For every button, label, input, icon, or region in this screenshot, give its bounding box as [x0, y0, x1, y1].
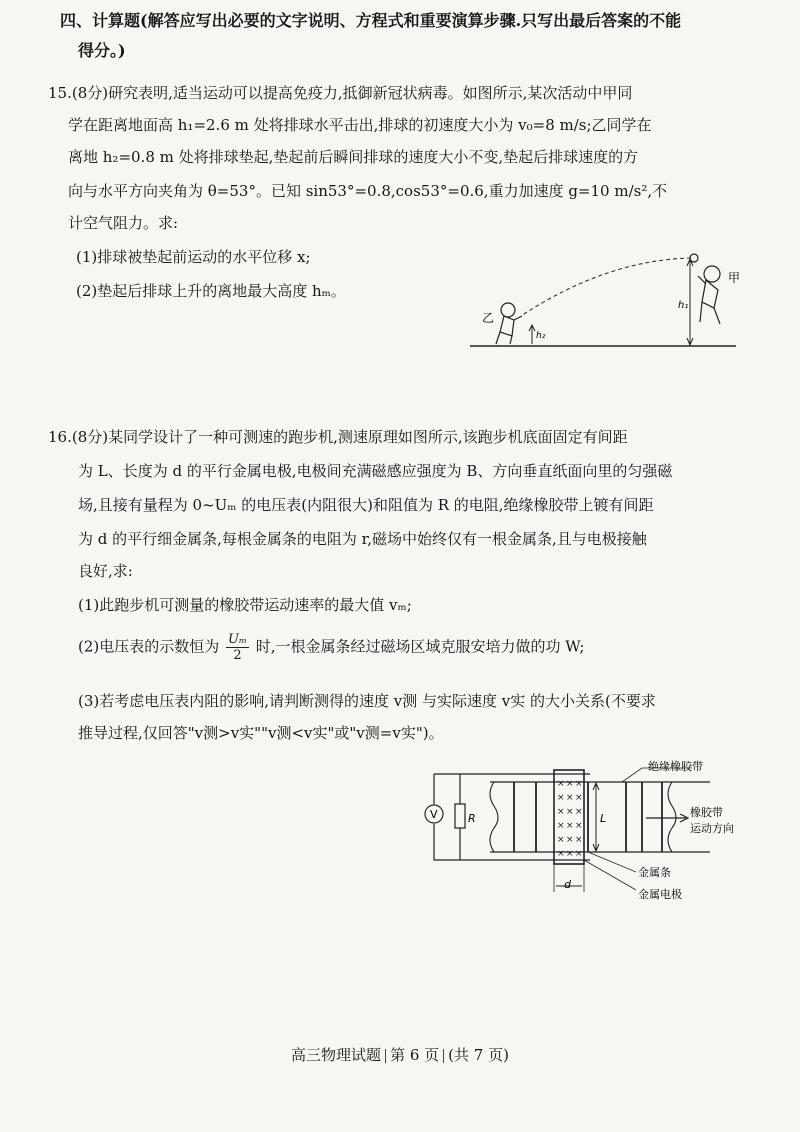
yi-label: 乙: [482, 311, 495, 325]
q16-figure: [410, 760, 770, 910]
footer-page: 第 6 页: [390, 1046, 440, 1064]
fraction-um-over-2: [226, 632, 249, 663]
insulating-belt-label: 绝缘橡胶带: [648, 760, 703, 773]
q16-sub1: (1)此跑步机可测量的橡胶带运动速率的最大值 vₘ;: [78, 596, 412, 614]
q16-sub3-a: (3)若考虑电压表内阻的影响,请判断测得的速度 v测 与实际速度 v实 的大小关系(不要求: [78, 692, 656, 710]
L-label: L: [600, 812, 607, 825]
section-title: 四、计算题(解答应写出必要的文字说明、方程式和重要演算步骤.只写出最后答案的不能: [60, 11, 682, 30]
svg-text:×: ×: [566, 849, 574, 859]
person-yi: [496, 303, 522, 344]
belt-direction-label-2: 运动方向: [690, 822, 734, 835]
svg-text:×: ×: [575, 849, 583, 859]
q16-line-1: 16.(8分)某同学设计了一种可测速的跑步机,测速原理如图所示,该跑步机底面固定有间距: [48, 428, 628, 446]
svg-text:×: ×: [557, 821, 565, 831]
belt-direction-label-1: 橡胶带: [690, 806, 723, 819]
svg-text:×: ×: [557, 793, 565, 803]
svg-text:×: ×: [566, 779, 574, 789]
q15-line-1: 15.(8分)研究表明,适当运动可以提高免疫力,抵御新冠状病毒。如图所示,某次活动中甲同: [48, 84, 633, 102]
svg-text:×: ×: [575, 779, 583, 789]
h1-label: h₁: [678, 300, 689, 311]
q15-sub2: (2)垫起后排球上升的离地最大高度 hₘ。: [76, 282, 346, 300]
q15-figure: [466, 246, 746, 358]
d-label: d: [564, 878, 571, 891]
svg-text:×: ×: [557, 807, 565, 817]
resistor-label: R: [468, 812, 476, 825]
metal-strips: [514, 782, 662, 852]
footer-title: 高三物理试题: [291, 1046, 382, 1064]
fraction-denominator: 2: [233, 648, 242, 663]
svg-text:×: ×: [575, 807, 583, 817]
q15-line-3: 离地 h₂=0.8 m 处将排球垫起,垫起前后瞬间排球的速度大小不变,垫起后排球速度的方: [68, 148, 639, 166]
q16-sub3-b: 推导过程,仅回答"v测>v实""v测<v实"或"v测=v实")。: [78, 724, 444, 742]
q16-sub2: [78, 632, 584, 663]
metal-strip-label: 金属条: [638, 866, 671, 879]
q15-sub1: (1)排球被垫起前运动的水平位移 x;: [76, 248, 311, 266]
page-footer: [0, 1044, 800, 1065]
fraction-numerator: Uₘ: [228, 632, 247, 647]
svg-text:×: ×: [557, 849, 565, 859]
svg-text:×: ×: [566, 835, 574, 845]
q16-line-3: 场,且接有量程为 0~Uₘ 的电压表(内阻很大)和阻值为 R 的电阻,绝缘橡胶带上镀有间距: [78, 496, 654, 514]
q15-line-4: 向与水平方向夹角为 θ=53°。已知 sin53°=0.8,cos53°=0.6,重力加速度 g=10 m/s²,不: [68, 182, 668, 200]
svg-text:×: ×: [575, 835, 583, 845]
magnetic-field-crosses: [557, 779, 583, 859]
svg-text:×: ×: [566, 793, 574, 803]
svg-text:×: ×: [557, 835, 565, 845]
q16-line-5: 良好,求:: [78, 562, 133, 580]
belt-break-right: [668, 782, 676, 852]
ball-trajectory: [521, 258, 691, 316]
q15-line-2: 学在距离地面高 h₁=2.6 m 处将排球水平击出,排球的初速度大小为 v₀=8 m/s;乙同学在: [68, 116, 652, 134]
svg-text:×: ×: [575, 821, 583, 831]
footer-total: (共 7 页): [448, 1046, 509, 1064]
svg-text:×: ×: [566, 807, 574, 817]
q16-line-4: 为 d 的平行细金属条,每根金属条的电阻为 r,磁场中始终仅有一根金属条,且与电极接触: [78, 530, 647, 548]
q15-line-5: 计空气阻力。求:: [68, 214, 179, 232]
q16-line-2: 为 L、长度为 d 的平行金属电极,电极间充满磁感应强度为 B、方向垂直纸面向里的匀强磁: [78, 462, 673, 480]
svg-text:×: ×: [557, 779, 565, 789]
person-jia: [698, 266, 720, 324]
svg-text:×: ×: [575, 793, 583, 803]
metal-electrode-label: 金属电极: [638, 888, 682, 901]
voltmeter-label: V: [430, 808, 438, 821]
q16-sub2-post: 时,一根金属条经过磁场区域克服安培力做的功 W;: [255, 637, 585, 656]
jia-label: 甲: [728, 271, 741, 285]
belt-break-left: [490, 782, 498, 852]
q16-sub2-pre: (2)电压表的示数恒为: [78, 637, 220, 656]
resistor-icon: [455, 804, 465, 828]
h2-label: h₂: [536, 331, 546, 341]
section-title-cont: 得分。): [78, 41, 126, 60]
svg-text:×: ×: [566, 821, 574, 831]
